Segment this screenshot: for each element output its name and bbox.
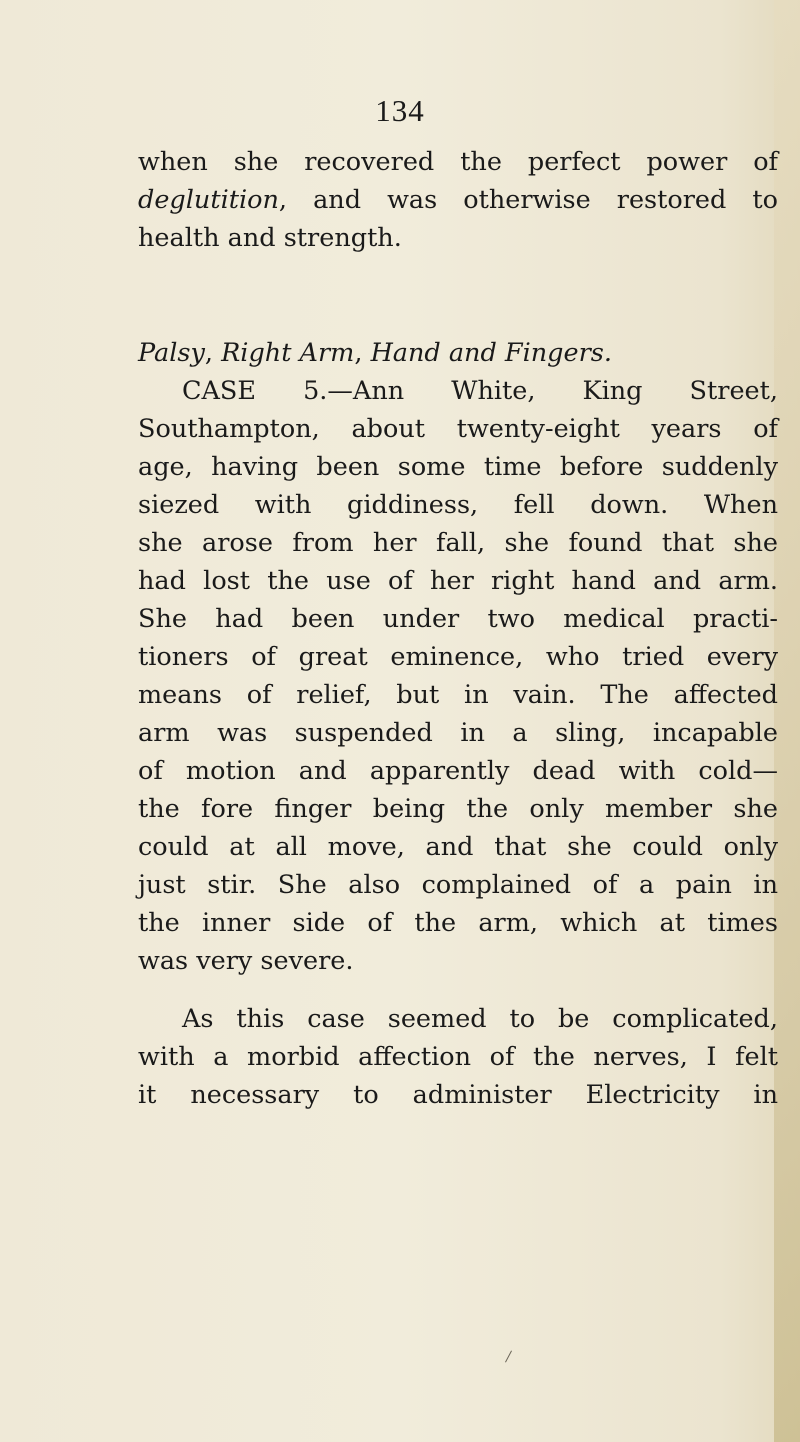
- heading-right-arm: Right Arm: [221, 338, 355, 368]
- text-line: could at all move, and that she could only: [138, 832, 778, 862]
- text-line: the inner side of the arm, which at times: [138, 908, 778, 938]
- text-line: CASE 5.—Ann White, King Street,: [182, 376, 778, 406]
- text-line: had lost the use of her right hand and arm.: [138, 566, 778, 596]
- text-line: she arose from her fall, she found that she: [138, 528, 778, 558]
- text-line: Southampton, about twenty-eight years of: [138, 414, 778, 444]
- text-line: age, having been some time before suddenly: [138, 452, 778, 482]
- text-fragment: , and was otherwise restored to: [278, 185, 778, 215]
- paragraph-continuation: [138, 143, 778, 257]
- text-line: means of relief, but in vain. The affected: [138, 680, 778, 710]
- text-line: was very severe.: [138, 946, 354, 976]
- text-line: health and strength.: [138, 223, 402, 253]
- text-line: it necessary to administer Electricity in: [138, 1080, 778, 1110]
- case-heading: [138, 334, 778, 372]
- text-line: the fore finger being the only member she: [138, 794, 778, 824]
- text-line: [138, 181, 778, 219]
- text-line: just stir. She also complained of a pain in: [138, 870, 778, 900]
- text-line: tioners of great eminence, who tried every: [138, 642, 778, 672]
- paragraph-treatment: [138, 1000, 778, 1114]
- italic-term: deglutition: [138, 185, 279, 215]
- text-line: siezed with giddiness, fell down. When: [138, 490, 778, 520]
- heading-palsy: Palsy: [138, 338, 205, 368]
- text-line: when she recovered the perfect power of: [138, 147, 778, 177]
- pencil-mark: [505, 1351, 512, 1363]
- text-line: As this case seemed to be complicated,: [182, 1004, 778, 1034]
- text-line: of motion and apparently dead with cold—: [138, 756, 778, 786]
- heading-hand-fingers: Hand and Fingers.: [370, 338, 612, 368]
- heading-line: [138, 334, 778, 372]
- heading-separator: ,: [204, 338, 222, 368]
- text-line: She had been under two medical practi-: [138, 604, 778, 634]
- paragraph-case-5: [138, 372, 778, 980]
- text-line: arm was suspended in a sling, incapable: [138, 718, 778, 748]
- heading-separator: ,: [354, 338, 371, 368]
- page-number: 134: [375, 93, 425, 128]
- text-line: with a morbid affection of the nerves, I felt: [138, 1042, 778, 1072]
